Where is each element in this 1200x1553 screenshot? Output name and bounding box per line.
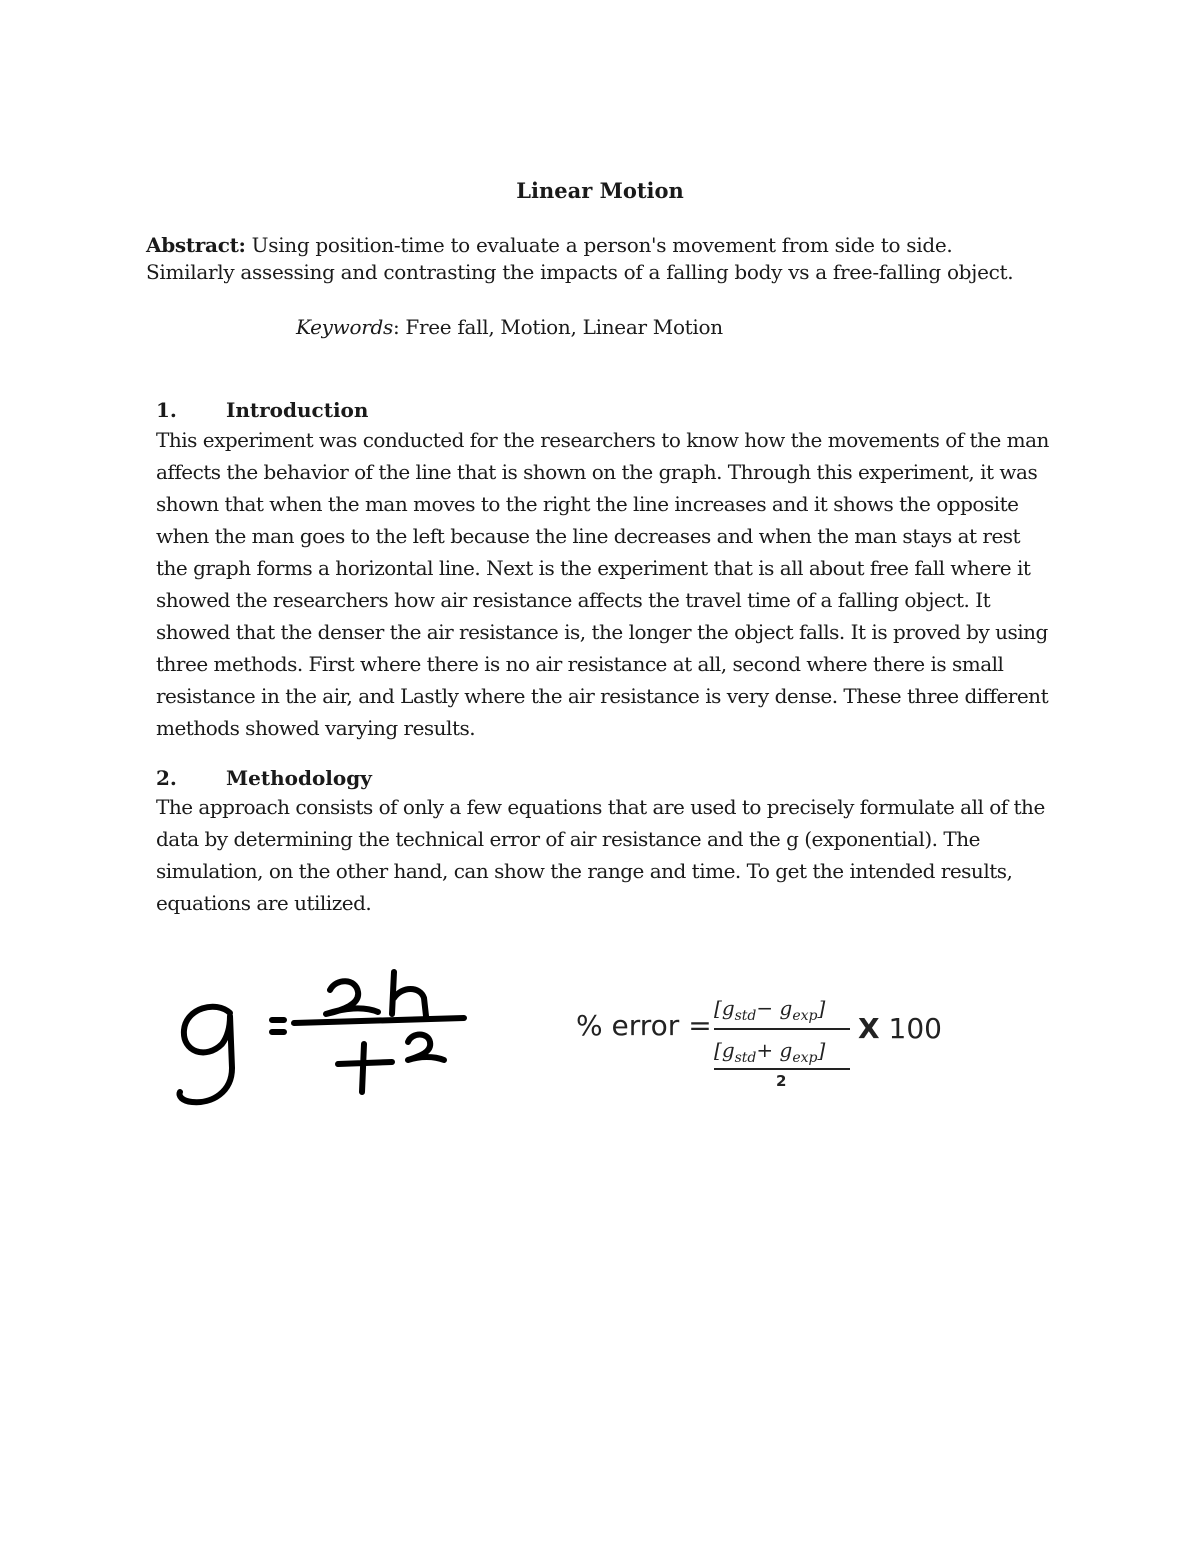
abstract: [146, 232, 1046, 286]
denominator-two: 2: [776, 1072, 787, 1090]
gravity-equation: [168, 968, 478, 1113]
paper-title: Linear Motion: [516, 178, 684, 203]
equation-g-symbol: [180, 1007, 233, 1102]
section-number: 2.: [156, 766, 177, 790]
keywords-text: : Free fall, Motion, Linear Motion: [392, 315, 723, 339]
equation-equals-sign: [272, 1020, 284, 1032]
fraction-line-top: [714, 1028, 850, 1030]
percent-error-numerator: $[g_{std}- g_{exp}]$: [714, 996, 826, 1024]
section-title: Methodology: [226, 766, 372, 790]
section-body-methodology: The approach consists of only a few equations that are used to precisely formulate all of the data by determining the technical error of air resistance and the g (exponential). The simulation, on the other hand, can show the range and time. To get the intended results, equations are utilized.: [156, 795, 1045, 915]
equation-denominator-t: [338, 1044, 392, 1092]
percent-error-denominator: $[g_{std}+ g_{exp}]$: [714, 1038, 826, 1066]
percent-error-equation: [570, 992, 950, 1092]
equation-fraction-bar: [294, 1018, 464, 1023]
section-title: Introduction: [226, 398, 369, 422]
section-body-introduction: This experiment was conducted for the researchers to know how the movements of the man affects the behavior of the line that is shown on the graph. Through this experiment, it was shown that when the man moves to the right the line increases and it shows the opposite when the man goes to the left because the line decreases and when the man stays at rest the graph forms a horizontal line. Next is the experiment that is all about free fall where it showed the researchers how air resistance affects the travel time of a falling object. It showed that the denser the air resistance is, the longer the object falls. It is proved by using three methods. First where there is no air resistance at all, second where there is small resistance in the air, and Lastly where the air resistance is very dense. These three different methods showed varying results.: [156, 428, 1049, 740]
equation-numerator-2: [326, 981, 378, 1014]
multiplier: X 100: [858, 1012, 942, 1045]
keywords-label: Keywords: [296, 315, 393, 339]
section-heading-methodology: [156, 766, 372, 790]
section-heading-introduction: [156, 398, 368, 422]
abstract-text: Using position-time to evaluate a person's movement from side to side. Similarly assessing and contrasting the impacts of a falling body vs a free-falling object.: [146, 233, 1014, 284]
section-number: 1.: [156, 398, 177, 422]
equation-numerator-h: [392, 972, 426, 1016]
keywords: [296, 315, 723, 339]
equation-exponent-2: [408, 1035, 444, 1061]
fraction-line-bottom: [714, 1068, 850, 1070]
percent-error-label: % error =: [576, 1009, 712, 1042]
abstract-label: Abstract:: [146, 233, 246, 257]
